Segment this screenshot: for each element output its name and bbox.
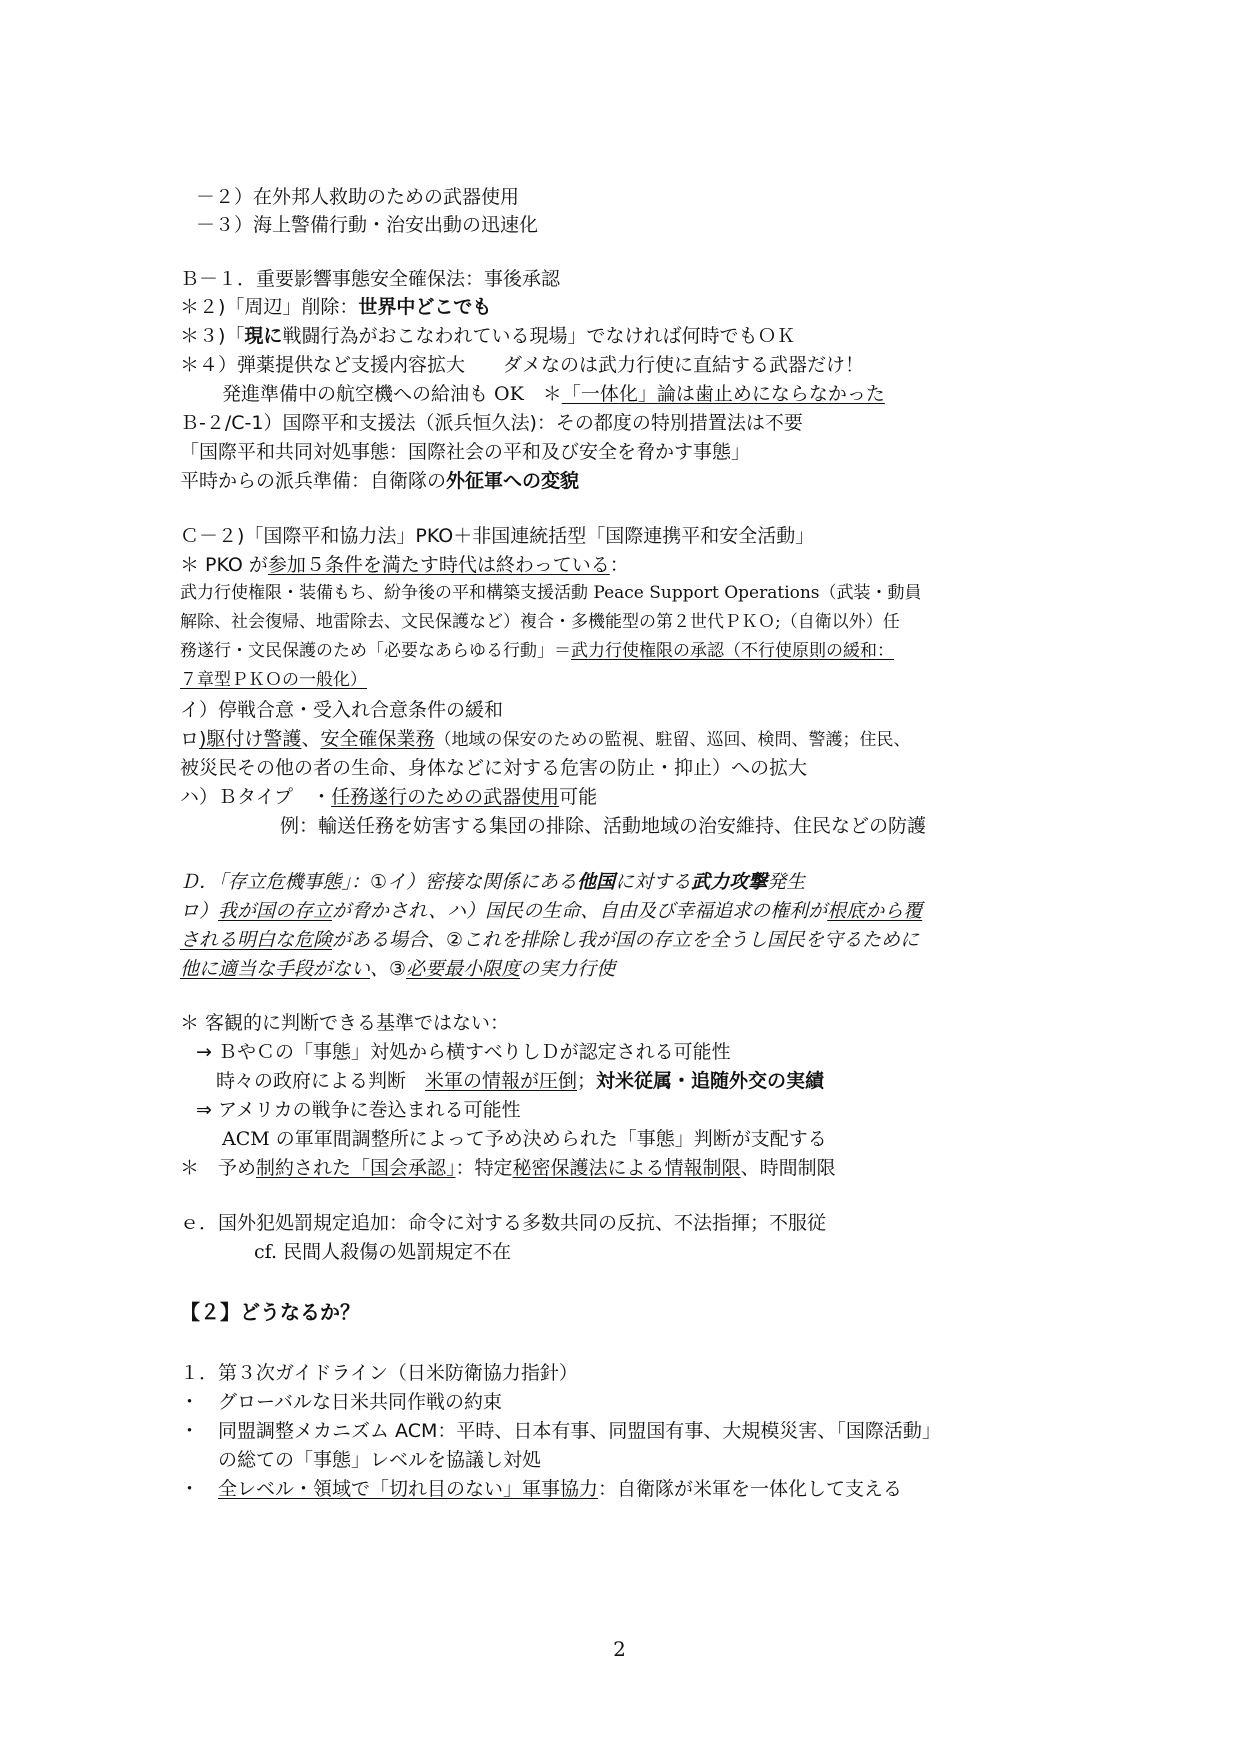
page-number: 2 (613, 1637, 626, 1661)
line-b1-4-sub: 発進準備中の航空機への給油も OK ＊「一体化」論は歯止めにならなかった (222, 383, 885, 405)
line-d-2: ロ）我が国の存立が脅かされ、ハ）国民の生命、自由及び幸福追求の権利が根底から覆 (180, 900, 923, 922)
line-b2-2: 「国際平和共同対処事態：国際社会の平和及び安全を脅かす事態」 (180, 441, 751, 463)
bullet-1: ・ グローバルな日米共同作戦の約束 (180, 1391, 503, 1413)
line-c2-b: ロ)駆付け警護、安全確保業務（地域の保安のための監視、駐留、巡回、検問、警護；住民、 (180, 728, 911, 750)
line-star-1-d: ACM の軍軍間調整所によって予め決められた「事態」判断が支配する (222, 1128, 827, 1150)
section-heading: 【２】どうなるか？ (180, 1300, 360, 1324)
line-b1-3: ＊３)「現に戦闘行為がおこなわれている現場」でなければ何時でもＯＫ (180, 325, 796, 347)
line-c2-2: ＊ PKO が参加５条件を満たす時代は終わっている： (180, 554, 629, 576)
line-b2-3: 平時からの派兵準備：自衛隊の外征軍への変貌 (180, 470, 580, 492)
line-c2-6: ７章型ＰＫＯの一般化） (180, 670, 367, 690)
line-1: １．第３次ガイドライン（日米防衛協力指針） (180, 1362, 578, 1384)
line-star-1: ＊ 客観的に判断できる基準ではない： (180, 1012, 510, 1034)
line-d-3: される明白な危険がある場合、②これを排除し我が国の存立を全うし国民を守るために (180, 929, 920, 951)
line-b1-2: ＊２)「周辺」削除：世界中どこでも (180, 296, 492, 318)
line-c2-b-2: 被災民その他の者の生命、身体などに対する危害の防止・抑止）への拡大 (180, 757, 808, 779)
line-d: Ｄ．「存立危機事態」：①イ）密接な関係にある他国に対する武力攻撃発生 (180, 871, 806, 893)
line-c2: Ｃ－２)「国際平和協力法」PKO＋非国連統括型「国際連携平和安全活動」 (180, 525, 815, 547)
line-c2-c-example: 例：輸送任務を妨害する集団の排除、活動地域の治安維持、住民などの防護 (280, 815, 927, 837)
line-c2-5: 務遂行・文民保護のため「必要なあらゆる行動」＝武力行使権限の承認（不行使原則の緩和： (180, 641, 894, 661)
line-c2-4: 解除、社会復帰、地雷除去、文民保護など）複合・多機能型の第２世代ＰＫＯ;（自衛以外）任 (180, 612, 900, 632)
bullet-2: ・ 同盟調整メカニズム ACM：平時、日本有事、同盟国有事、大規模災害、「国際活動」 (180, 1420, 941, 1442)
line-d-4: 他に適当な手段がない、③必要最小限度の実力行使 (180, 958, 616, 980)
line-star-2: ＊ 予め制約された「国会承認」：特定秘密保護法による情報制限、時間制限 (180, 1157, 836, 1179)
line-b1-4: ＊４）弾薬提供など支援内容拡大 ダメなのは武力行使に直結する武器だけ！ (180, 354, 865, 376)
line-c2-c: ハ）Ｂタイプ ・任務遂行のための武器使用可能 (180, 786, 598, 808)
line-b1: Ｂ－１．重要影響事態安全確保法：事後承認 (180, 268, 561, 290)
line-2: －２）在外邦人救助のための武器使用 (196, 186, 520, 208)
line-e-cf: cf. 民間人殺傷の処罰規定不在 (254, 1241, 512, 1263)
line-e: ｅ．国外犯処罰規定追加：命令に対する多数共同の反抗、不法指揮；不服従 (180, 1212, 827, 1234)
line-b2: Ｂ-２/C-1）国際平和支援法（派兵恒久法)：その都度の特別措置法は不要 (180, 412, 803, 434)
line-star-1-c: ⇒ アメリカの戦争に巻込まれる可能性 (196, 1099, 521, 1121)
line-c2-a: イ）停戦合意・受入れ合意条件の緩和 (180, 699, 504, 721)
line-star-1-b: 時々の政府による判断 米軍の情報が圧倒；対米従属・追随外交の実績 (216, 1070, 825, 1092)
line-c2-3: 武力行使権限・装備もち、紛争後の平和構築支援活動 Peace Support Operations（武装・動員 (180, 583, 922, 603)
bullet-3: ・ 全レベル・領域で「切れ目のない」軍事協力：自衛隊が米軍を一体化して支える (180, 1478, 903, 1500)
line-star-1-a: → ＢやＣの「事態」対処から横すべりしＤが認定される可能性 (196, 1041, 731, 1063)
bullet-2-cont: の総ての「事態」レベルを協議し対処 (218, 1449, 542, 1471)
line-3: －３）海上警備行動・治安出動の迅速化 (196, 214, 539, 236)
